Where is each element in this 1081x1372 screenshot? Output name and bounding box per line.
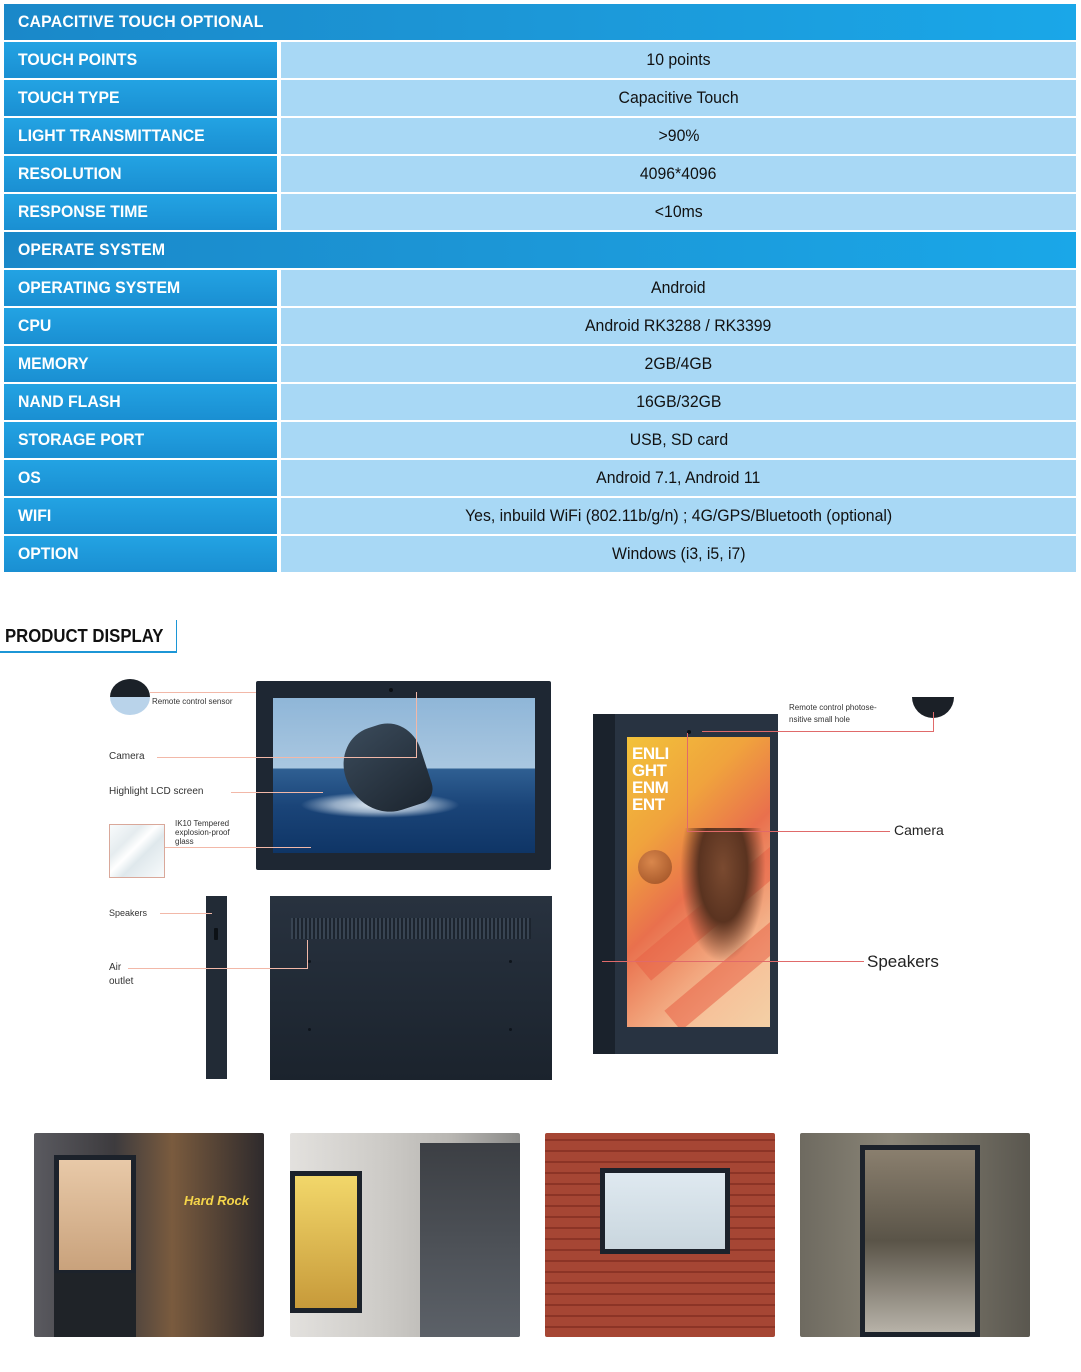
- spec-row: [4, 194, 1076, 230]
- spec-key: OS: [17, 468, 41, 487]
- spec-value: 10 points: [646, 50, 711, 69]
- mount-hole: [308, 960, 311, 963]
- leader-line: [688, 831, 890, 832]
- spec-row: [4, 536, 1076, 572]
- hard-rock-sign: Hard Rock: [184, 1193, 250, 1208]
- kiosk-side: [593, 714, 615, 1054]
- spec-value-cell: [281, 308, 1076, 344]
- spec-value-cell: [281, 384, 1076, 420]
- spec-row: [4, 80, 1076, 116]
- leader-line: [231, 792, 323, 793]
- spec-value-cell: [281, 42, 1076, 78]
- spec-value: 4096*4096: [640, 164, 717, 183]
- spec-row: [4, 270, 1076, 306]
- heading-divider: [176, 620, 177, 653]
- spec-row: [4, 422, 1076, 458]
- spec-key-cell: [4, 118, 277, 154]
- spec-row: [4, 346, 1076, 382]
- spec-value-cell: [281, 498, 1076, 534]
- remote-sensor-image: [110, 679, 150, 715]
- leader-line: [157, 757, 417, 758]
- spec-value: <10ms: [654, 202, 703, 221]
- glass-sample-image: [109, 824, 165, 878]
- spec-key-cell: [4, 384, 277, 420]
- callout-camera: Camera: [109, 751, 145, 762]
- leader-line: [602, 961, 864, 962]
- section-header-label: CAPACITIVE TOUCH OPTIONAL: [17, 12, 264, 31]
- kiosk-base: [54, 1273, 136, 1337]
- spec-row: [4, 498, 1076, 534]
- spec-key: OPERATING SYSTEM: [17, 278, 181, 297]
- spec-value-cell: [281, 536, 1076, 572]
- callout-speakers: Speakers: [109, 908, 148, 918]
- spec-key-cell: [4, 42, 277, 78]
- spec-key: WIFI: [17, 506, 52, 525]
- spec-value-cell: [281, 346, 1076, 382]
- spec-value-cell: [281, 422, 1076, 458]
- leader-line: [307, 940, 308, 969]
- mount-hole: [509, 960, 512, 963]
- gallery-photo-brick: [545, 1133, 775, 1337]
- spec-key-cell: [4, 460, 277, 496]
- section-header-label: OPERATE SYSTEM: [17, 240, 166, 259]
- screen-in-photo: [600, 1168, 730, 1254]
- callout-air-2: outlet: [109, 976, 134, 987]
- speaker-slot: [214, 928, 218, 940]
- leader-line: [933, 712, 934, 732]
- spec-key-cell: [4, 422, 277, 458]
- spec-value-cell: [281, 460, 1076, 496]
- section-header: [4, 4, 1076, 40]
- spec-key-cell: [4, 156, 277, 192]
- mount-hole: [509, 1028, 512, 1031]
- heading-underline: [0, 651, 177, 653]
- spec-value: 2GB/4GB: [644, 354, 713, 373]
- leader-line: [165, 847, 311, 848]
- spec-key: RESOLUTION: [17, 164, 122, 183]
- section-header: [4, 232, 1076, 268]
- spec-value: Android: [651, 278, 706, 297]
- leader-line: [416, 692, 417, 758]
- screen-in-photo: [290, 1171, 362, 1313]
- spec-row: [4, 308, 1076, 344]
- spec-value-cell: [281, 118, 1076, 154]
- device-side-image: [206, 896, 227, 1079]
- spec-value-cell: [281, 194, 1076, 230]
- poster-line: ENLI: [632, 744, 669, 763]
- callout-glass-2: explosion-proof: [175, 828, 230, 837]
- callout-remote-sensor: Remote control sensor: [152, 697, 233, 706]
- spec-value-cell: [281, 156, 1076, 192]
- poster-line: ENT: [632, 795, 665, 814]
- callout-lcd: Highlight LCD screen: [109, 786, 204, 797]
- spec-key: RESPONSE TIME: [17, 202, 148, 221]
- gallery-photo-street: [34, 1133, 264, 1337]
- callout-speakers-right: Speakers: [867, 952, 939, 971]
- poster-ball: [638, 850, 672, 884]
- screen-in-photo: [860, 1145, 980, 1337]
- spec-key: LIGHT TRANSMITTANCE: [17, 126, 205, 145]
- spec-value: USB, SD card: [629, 430, 728, 449]
- spec-value: Yes, inbuild WiFi (802.11b/g/n) ; 4G/GPS/Bluetooth (optional): [464, 506, 893, 525]
- spec-key: MEMORY: [17, 354, 89, 373]
- spec-key-cell: [4, 308, 277, 344]
- window-in-photo: [420, 1143, 520, 1337]
- poster-player: [680, 828, 766, 963]
- spec-key-cell: [4, 498, 277, 534]
- callout-air-1: Air: [109, 962, 122, 973]
- gallery-photo-wall: [290, 1133, 520, 1337]
- spec-key: STORAGE PORT: [17, 430, 145, 449]
- spec-value: >90%: [658, 126, 699, 145]
- leader-line: [687, 733, 688, 832]
- spec-value: Capacitive Touch: [618, 88, 739, 107]
- callout-glass-1: IK10 Tempered: [175, 819, 230, 828]
- spec-key-cell: [4, 80, 277, 116]
- camera-dot: [389, 688, 393, 692]
- screen-in-photo: [54, 1155, 136, 1275]
- callout-camera-right: Camera: [894, 822, 944, 838]
- leader-line: [128, 968, 308, 969]
- spec-value: 16GB/32GB: [635, 392, 722, 411]
- spec-key-cell: [4, 194, 277, 230]
- air-outlet-grille: [291, 918, 531, 939]
- spec-value-cell: [281, 80, 1076, 116]
- callout-photo-hole-2: nsitive small hole: [789, 715, 850, 724]
- spec-key-cell: [4, 270, 277, 306]
- spec-key-cell: [4, 346, 277, 382]
- spec-value: Android 7.1, Android 11: [596, 468, 761, 487]
- gallery-photo-mechanic: [800, 1133, 1030, 1337]
- leader-line: [160, 913, 212, 914]
- spec-value: Android RK3288 / RK3399: [585, 316, 772, 335]
- spec-key: CPU: [17, 316, 52, 335]
- spec-key: TOUCH TYPE: [17, 88, 120, 107]
- mount-hole: [308, 1028, 311, 1031]
- spec-row: [4, 42, 1076, 78]
- spec-value-cell: [281, 270, 1076, 306]
- spec-key: NAND FLASH: [17, 392, 121, 411]
- spec-key-cell: [4, 536, 277, 572]
- callout-glass-3: glass: [175, 837, 194, 846]
- poster-title: [632, 745, 672, 813]
- spec-row: [4, 118, 1076, 154]
- spec-row: [4, 384, 1076, 420]
- spec-key: OPTION: [17, 544, 79, 563]
- callout-photo-hole-1: Remote control photose-: [789, 703, 877, 712]
- spec-value: Windows (i3, i5, i7): [611, 544, 746, 563]
- poster-line: ENM: [632, 778, 669, 797]
- leader-line: [702, 731, 934, 732]
- section-heading-product-display: PRODUCT DISPLAY: [5, 626, 164, 646]
- spec-row: [4, 156, 1076, 192]
- poster-line: GHT: [632, 761, 667, 780]
- spec-key: TOUCH POINTS: [17, 50, 138, 69]
- spec-row: [4, 460, 1076, 496]
